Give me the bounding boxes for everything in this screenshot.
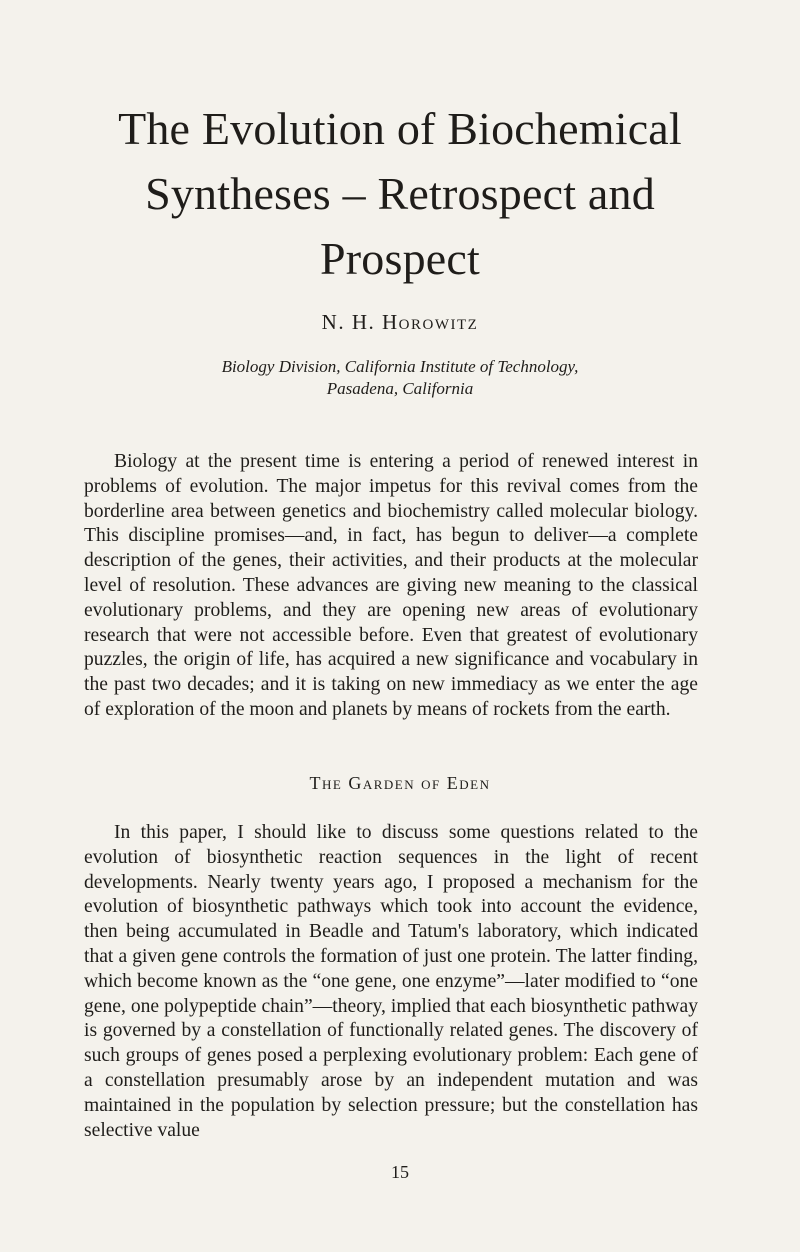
section-heading: The Garden of Eden: [309, 773, 491, 793]
affiliation-line-1: Biology Division, California Institute of Technology,: [221, 357, 579, 376]
article-title: The Evolution of Biochemical Syntheses – Retrospect and Prospect: [118, 103, 682, 284]
page-number: 15: [391, 1162, 409, 1182]
body-paragraph-1: Biology at the present time is entering a period of renewed interest in problems of evolution. The major impetus for this revival comes from the borderline area between genetics and biochemistry called molecular biology. This discipline promises—and, in fact, has begun to deliver—a complete description of the genes, their activities, and their products at the molecular level of resolution. These advances are giving new meaning to the classical evolutionary problems, and they are opening new areas of evolutionary research that were not accessible before. Even that greatest of evolutionary puzzles, the origin of life, has acquired a new significance and vocabulary in the past two decades; and it is taking on new immediacy as we enter the age of exploration of the moon and planets by means of rockets from the earth.: [84, 451, 698, 720]
body-paragraph-2: In this paper, I should like to discuss some questions related to the evolution of biosynthetic reaction sequences in the light of recent developments. Nearly twenty years ago, I proposed a mechanism for the evolution of biosynthetic pathways which took into account the evidence, then being accumulated in Beadle and Tatum's laboratory, which indicated that a given gene controls the formation of just one protein. The latter finding, which become known as the “one gene, one enzyme”—later modified to “one gene, one polypeptide chain”—theory, implied that each biosynthetic pathway is governed by a constellation of functionally related genes. The discovery of such groups of genes posed a perplexing evolutionary problem: Each gene of a constellation presumably arose by an independent mutation and was maintained in the population by selection pressure; but the constellation has selective value: [84, 822, 698, 1141]
author-name: N. H. Horowitz: [321, 310, 479, 334]
author-affiliation: [80, 356, 720, 400]
affiliation-line-2: Pasadena, California: [326, 379, 474, 398]
